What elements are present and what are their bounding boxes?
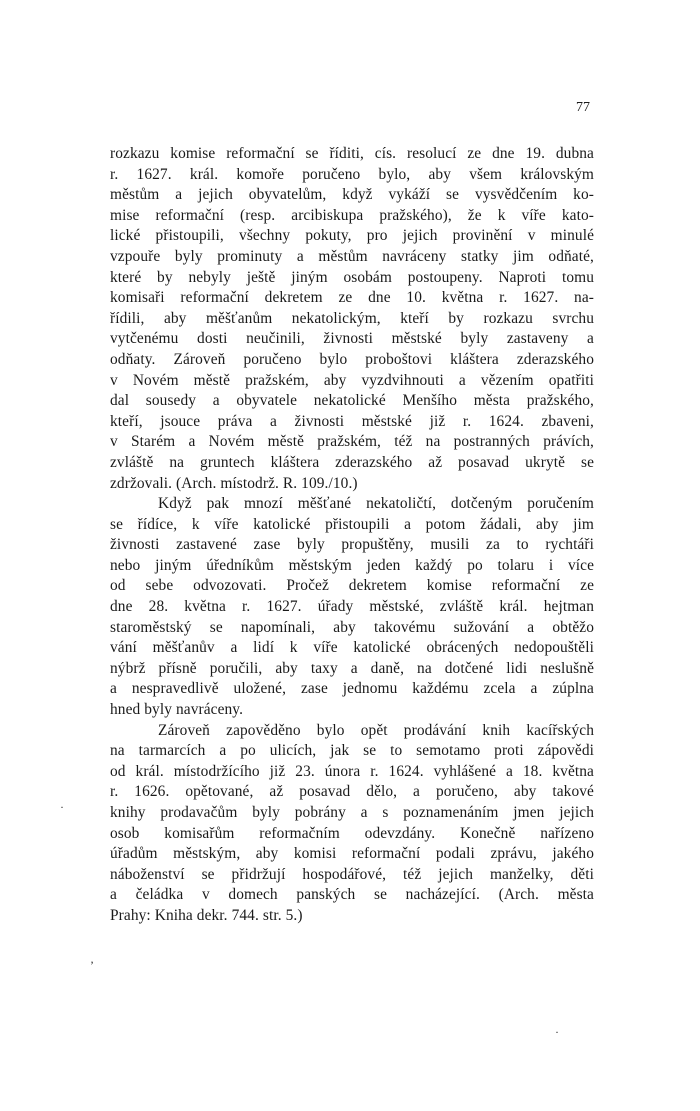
paragraph [110,144,594,494]
text-line: náboženství se přidržují hospodářové, též jejich manželky, děti [110,865,594,883]
page-number: 77 [576,100,590,115]
text-line: se řídíce, k víře katolické přistoupili a potom žádali, aby jim [110,515,594,533]
text-line: vání měšťanův a lidí k víře katolické obrácených nedopouštěli [110,639,594,657]
text-line: řídili, aby měšťanům nekatolickým, kteří by rozkazu svrchu [110,309,594,327]
text-line: r. 1626. opětované, až posavad dělo, a poručeno, aby takové [110,783,594,801]
margin-apostrophe-mark: ’ [90,958,94,972]
text-line: od sebe odvozovati. Pročež dekretem komise reformační ze [110,577,594,595]
text-line: osob komisařům reformačním odevzdány. Konečně nařízeno [110,824,594,842]
text-line: knihy prodavačům byly pobrány a s poznamenáním jmen jejich [110,804,594,821]
text-line: na tarmarcích a po ulicích, jak se to semotamo proti zápovědi [110,742,594,760]
text-line: r. 1627. král. komoře poručeno bylo, aby všem královským [110,165,594,183]
text-line: zdržovali. (Arch. místodrž. R. 109./10.) [110,474,358,492]
paragraph [110,721,594,927]
text-line: kteří, jsouce práva a živnosti městské již r. 1624. zbaveni, [110,412,594,430]
text-line: hned byly navráceny. [110,701,244,719]
text-line: které by nebyly ještě jiným osobám postoupeny. Naproti tomu [110,268,594,286]
text-line: rozkazu komise reformační se říditi, cís. resolucí ze dne 19. dubna [110,145,594,162]
text-line: mise reformační (resp. arcibiskupa pražského), že k víře kato- [110,206,594,224]
text-line: vytčenému dosti neučinili, živnosti městské byly zastaveny a [110,330,594,348]
scan-speck-mark: · [555,1025,559,1039]
text-line: a čeládka v domech panských se nacházející. (Arch. města [110,886,594,904]
text-line: Zároveň zapověděno bylo opět prodávání knih kacířských [158,721,594,739]
text-line: lické přistoupili, všechny pokuty, pro jejich provinění v minulé [110,227,594,245]
text-line: živnosti zastavené zase byly propuštěny, musili za to rychtáři [110,536,594,554]
text-line: v Starém a Novém městě pražském, též na postranných právích, [110,433,594,451]
text-line: Když pak mnozí měšťané nekatoličtí, dotčeným poručením [158,495,594,513]
text-line: a nespravedlivě uložené, zase jednomu každému zcela a zúplna [110,680,594,698]
body-text [110,144,594,927]
text-line: dal sousedy a obyvatele nekatolické Menšího města pražského, [110,392,594,410]
text-line: nebo jiným úředníkům městským jeden každý po tolaru i více [110,556,594,574]
text-line: nýbrž přísně poručili, aby taxy a daně, na dotčené lidi neslušně [110,659,594,677]
text-line: dne 28. května r. 1627. úřady městské, zvláště král. hejtman [110,598,594,616]
margin-dot-mark: · [60,800,64,814]
text-line: zvláště na gruntech kláštera zderazského až posavad ukrytě se [110,453,594,471]
text-line: v Novém městě pražském, aby vyzdvihnouti a vězením opatřiti [110,371,594,389]
text-line: Prahy: Kniha dekr. 744. str. 5.) [110,906,303,924]
text-line: úřadům městským, aby komisi reformační podali zprávu, jakého [110,845,594,863]
text-line: městům a jejich obyvatelům, když vykáží se vysvědčením ko- [110,186,594,204]
text-line: vzpouře byly prominuty a městům navráceny statky jim odňaté, [110,247,594,265]
text-line: od král. místodržícího již 23. února r. 1624. vyhlášené a 18. května [110,762,594,780]
text-line: odňaty. Zároveň poručeno bylo proboštovi kláštera zderazského [110,350,594,368]
paragraph [110,494,594,721]
text-line: staroměstský se napomínali, aby takovému sužování a obtěžo [110,618,594,636]
text-line: komisaři reformační dekretem ze dne 10. května r. 1627. na- [110,289,594,307]
